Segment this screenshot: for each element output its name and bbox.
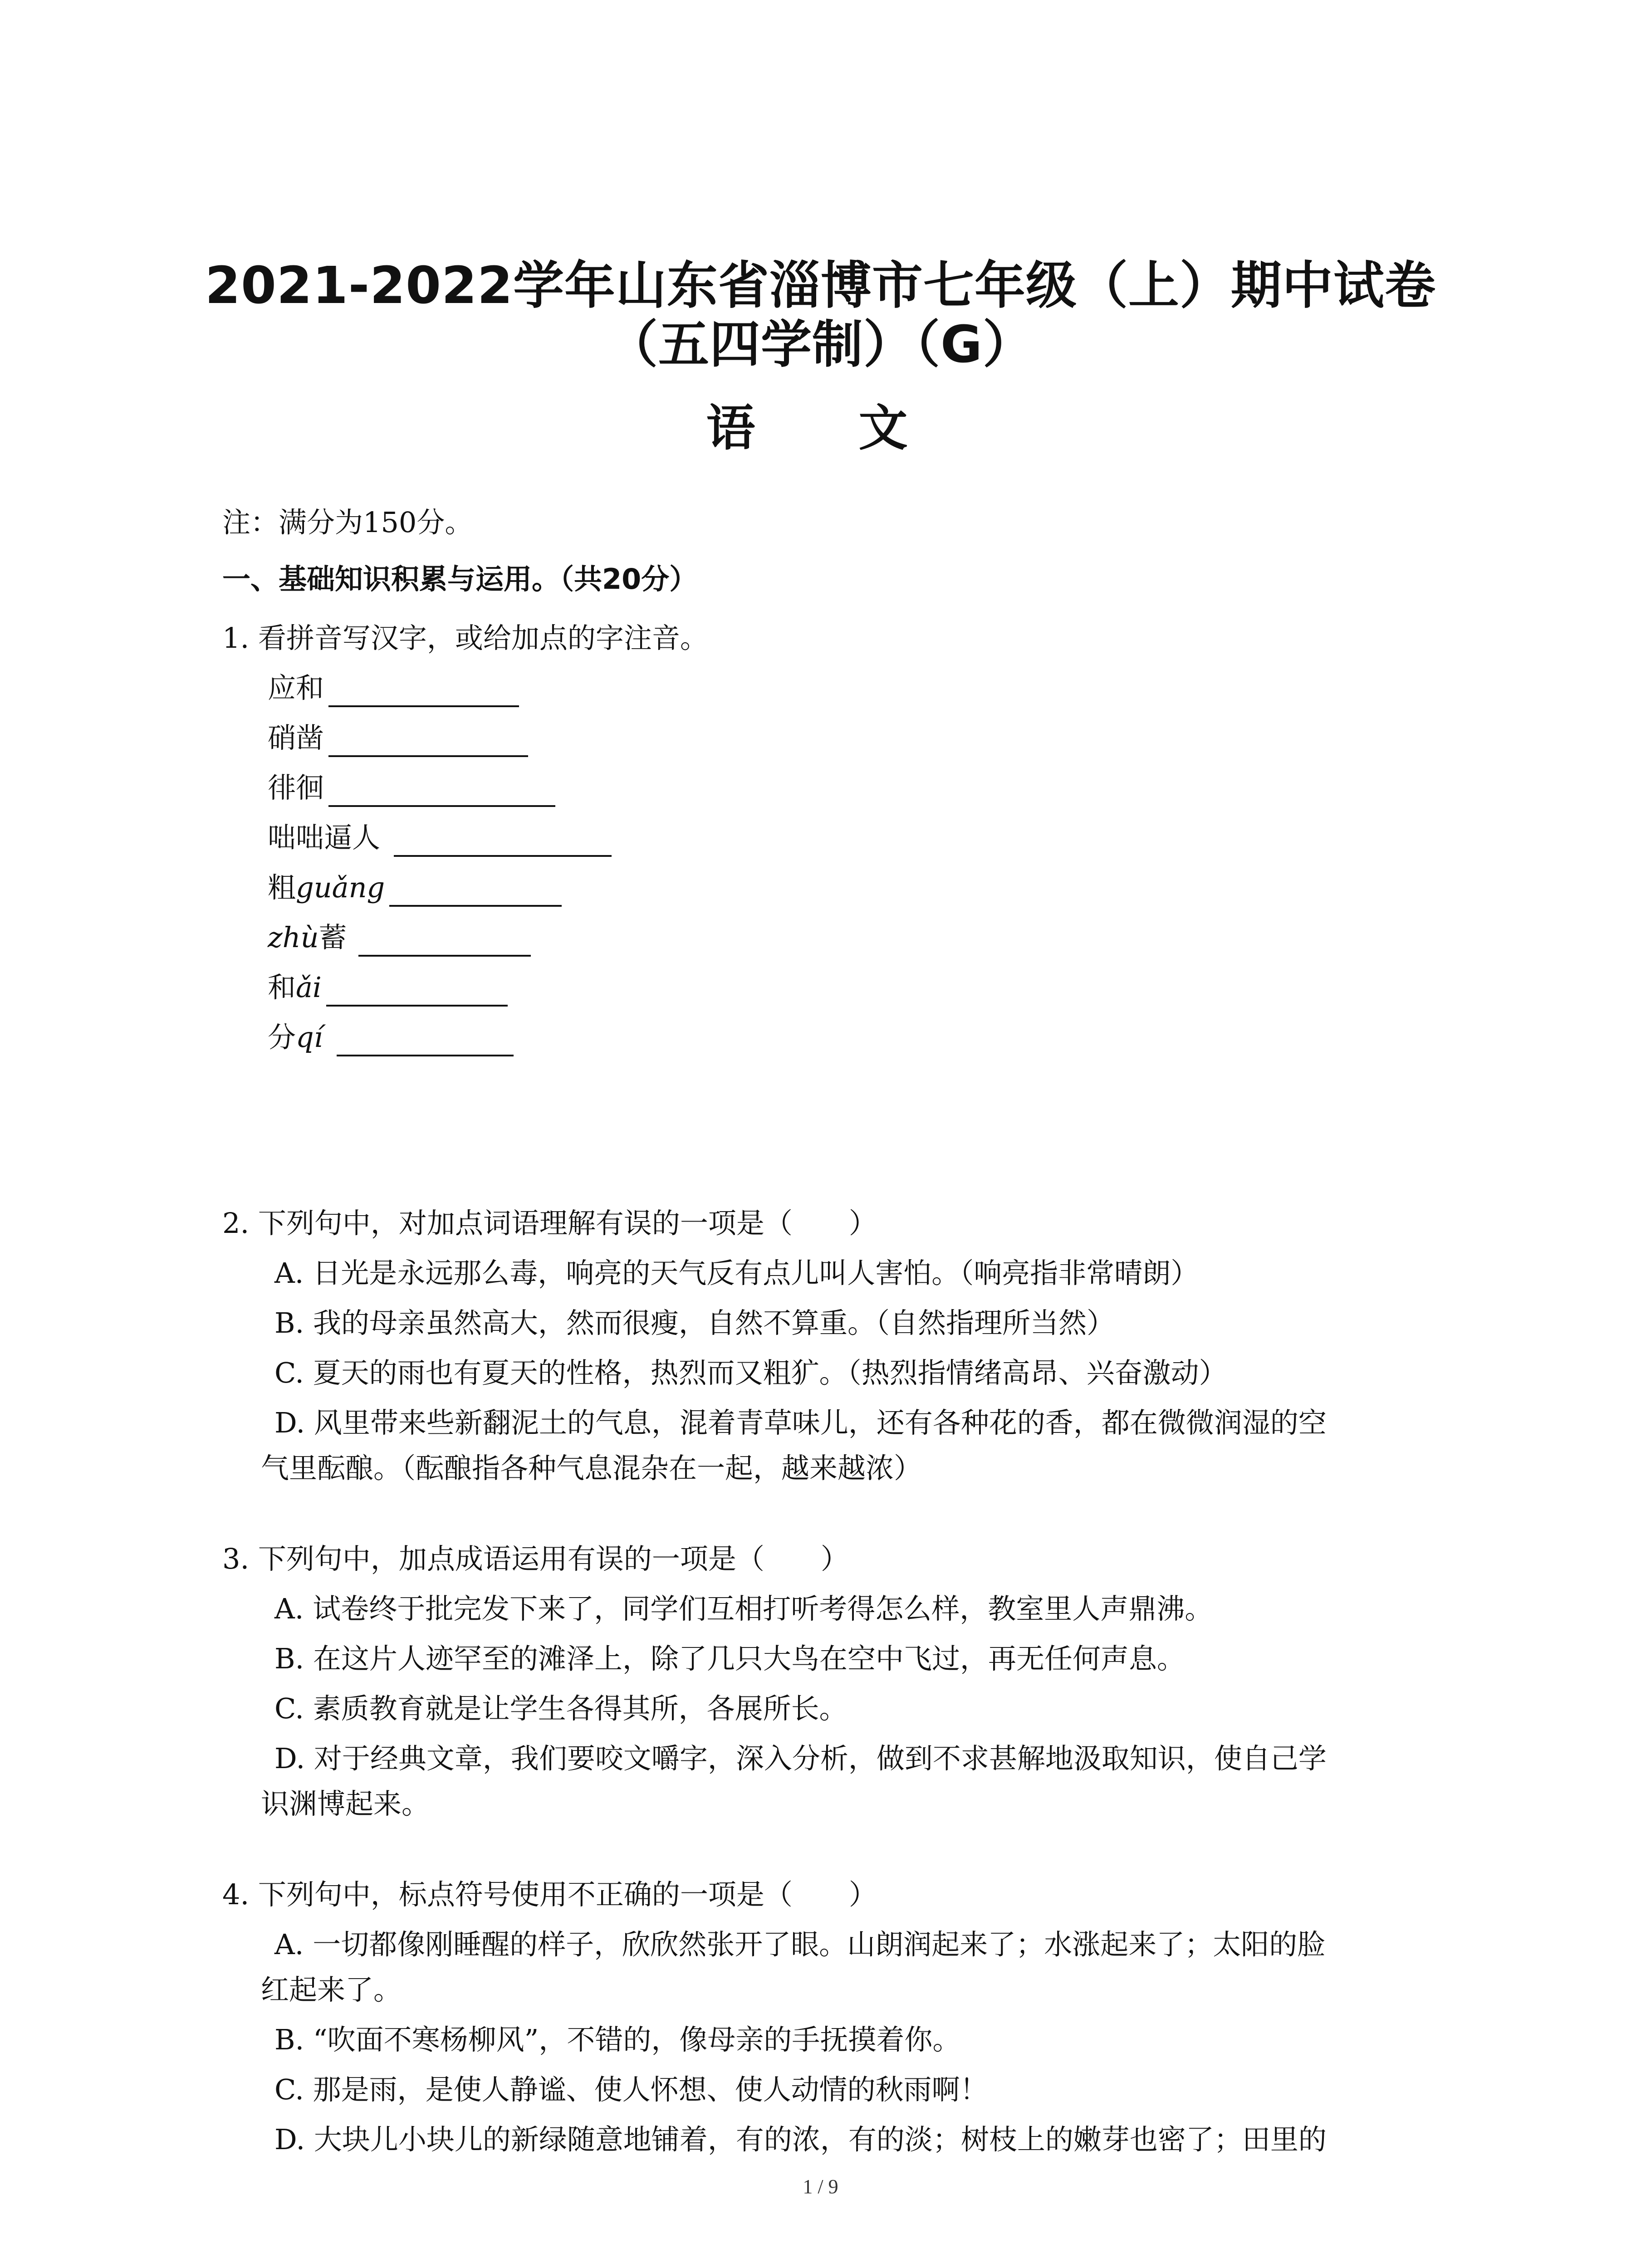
q1-item-word: 硝凿 xyxy=(268,721,324,754)
q1-item-pinyin: zhù xyxy=(268,921,319,954)
q3-option-c: C. 素质教育就是让学生各得其所，各展所长。 xyxy=(274,1692,847,1725)
question-4-stem: 4. 下列句中，标点符号使用不正确的一项是（ ） xyxy=(222,1878,877,1911)
section-heading: 一、基础知识积累与运用。（共20分） xyxy=(222,562,698,596)
q4-option-d: D. 大块儿小块儿的新绿随意地铺着，有的浓，有的淡；树枝上的嫩芽也密了；田里的 xyxy=(274,2123,1327,2156)
exam-title-line2: （五四学制）（G） xyxy=(607,315,1034,374)
answer-blank[interactable] xyxy=(389,876,562,907)
q1-item-pinyin: qí xyxy=(296,1021,323,1054)
q1-item xyxy=(268,769,555,807)
q4-option-b: B. “吹面不寒杨柳风”，不错的，像母亲的手抚摸着你。 xyxy=(274,2023,961,2056)
q2-option-c: C. 夏天的雨也有夏天的性格，热烈而又粗犷。（热烈指情绪高昂、兴奋激动） xyxy=(274,1356,1227,1389)
q3-option-b: B. 在这片人迹罕至的滩泽上，除了几只大鸟在空中飞过，再无任何声息。 xyxy=(274,1642,1185,1675)
q2-option-b: B. 我的母亲虽然高大，然而很瘦，自然不算重。（自然指理所当然） xyxy=(274,1306,1115,1339)
exam-title-line1: 2021-2022学年山东省淄博市七年级（上）期中试卷 xyxy=(205,256,1436,315)
subject-title: 语 文 xyxy=(706,400,935,457)
q2-option-a: A. 日光是永远那么毒，响亮的天气反有点儿叫人害怕。（响亮指非常晴朗） xyxy=(274,1256,1199,1290)
answer-blank[interactable] xyxy=(328,776,555,807)
q1-item xyxy=(268,919,531,957)
answer-blank[interactable] xyxy=(394,826,612,857)
q4-option-a: A. 一切都像刚睡醒的样子，欣欣然张开了眼。山朗润起来了；水涨起来了；太阳的脸 xyxy=(274,1928,1326,1961)
question-3-stem: 3. 下列句中，加点成语运用有误的一项是（ ） xyxy=(222,1542,849,1575)
q2-option-d: D. 风里带来些新翻泥土的气息，混着青草味儿，还有各种花的香，都在微微润湿的空 xyxy=(274,1406,1327,1439)
q1-item-pinyin: ǎi xyxy=(296,971,322,1004)
q1-item xyxy=(268,669,519,707)
q4-option-c: C. 那是雨，是使人静谧、使人怀想、使人动情的秋雨啊！ xyxy=(274,2073,988,2106)
q1-item-word: 蓄 xyxy=(318,921,347,954)
answer-blank[interactable] xyxy=(326,976,508,1007)
q1-item-word: 粗 xyxy=(268,871,296,904)
q3-option-d: D. 对于经典文章，我们要咬文嚼字，深入分析，做到不求甚解地汲取知识，使自己学 xyxy=(274,1742,1327,1775)
answer-blank[interactable] xyxy=(358,926,531,957)
score-note: 注：满分为150分。 xyxy=(222,506,473,539)
q1-item xyxy=(268,1018,514,1056)
q1-item-word: 应和 xyxy=(268,671,324,704)
page-number: 1 / 9 xyxy=(803,2175,838,2198)
q1-item xyxy=(268,968,508,1007)
q1-item xyxy=(268,819,612,857)
answer-blank[interactable] xyxy=(337,1026,514,1056)
question-1-stem: 1. 看拼音写汉字，或给加点的字注音。 xyxy=(222,621,708,655)
q1-item-word: 咄咄逼人 xyxy=(268,821,381,854)
q1-item-word: 和 xyxy=(268,971,296,1004)
q1-item-pinyin: guǎng xyxy=(296,871,385,904)
q2-option-d-cont: 气里酝酿。（酝酿指各种气息混杂在一起，越来越浓） xyxy=(261,1452,922,1485)
q3-option-a: A. 试卷终于批完发下来了，同学们互相打听考得怎么样，教室里人声鼎沸。 xyxy=(274,1592,1213,1625)
q4-option-a-cont: 红起来了。 xyxy=(261,1973,402,2006)
q1-item-word: 分 xyxy=(268,1021,296,1054)
question-2-stem: 2. 下列句中，对加点词语理解有误的一项是（ ） xyxy=(222,1207,877,1240)
answer-blank[interactable] xyxy=(328,676,519,707)
q1-item xyxy=(268,869,562,907)
answer-blank[interactable] xyxy=(328,726,528,757)
q1-item xyxy=(268,719,528,757)
q3-option-d-cont: 识渊博起来。 xyxy=(261,1787,430,1820)
q1-item-word: 徘徊 xyxy=(268,771,324,804)
